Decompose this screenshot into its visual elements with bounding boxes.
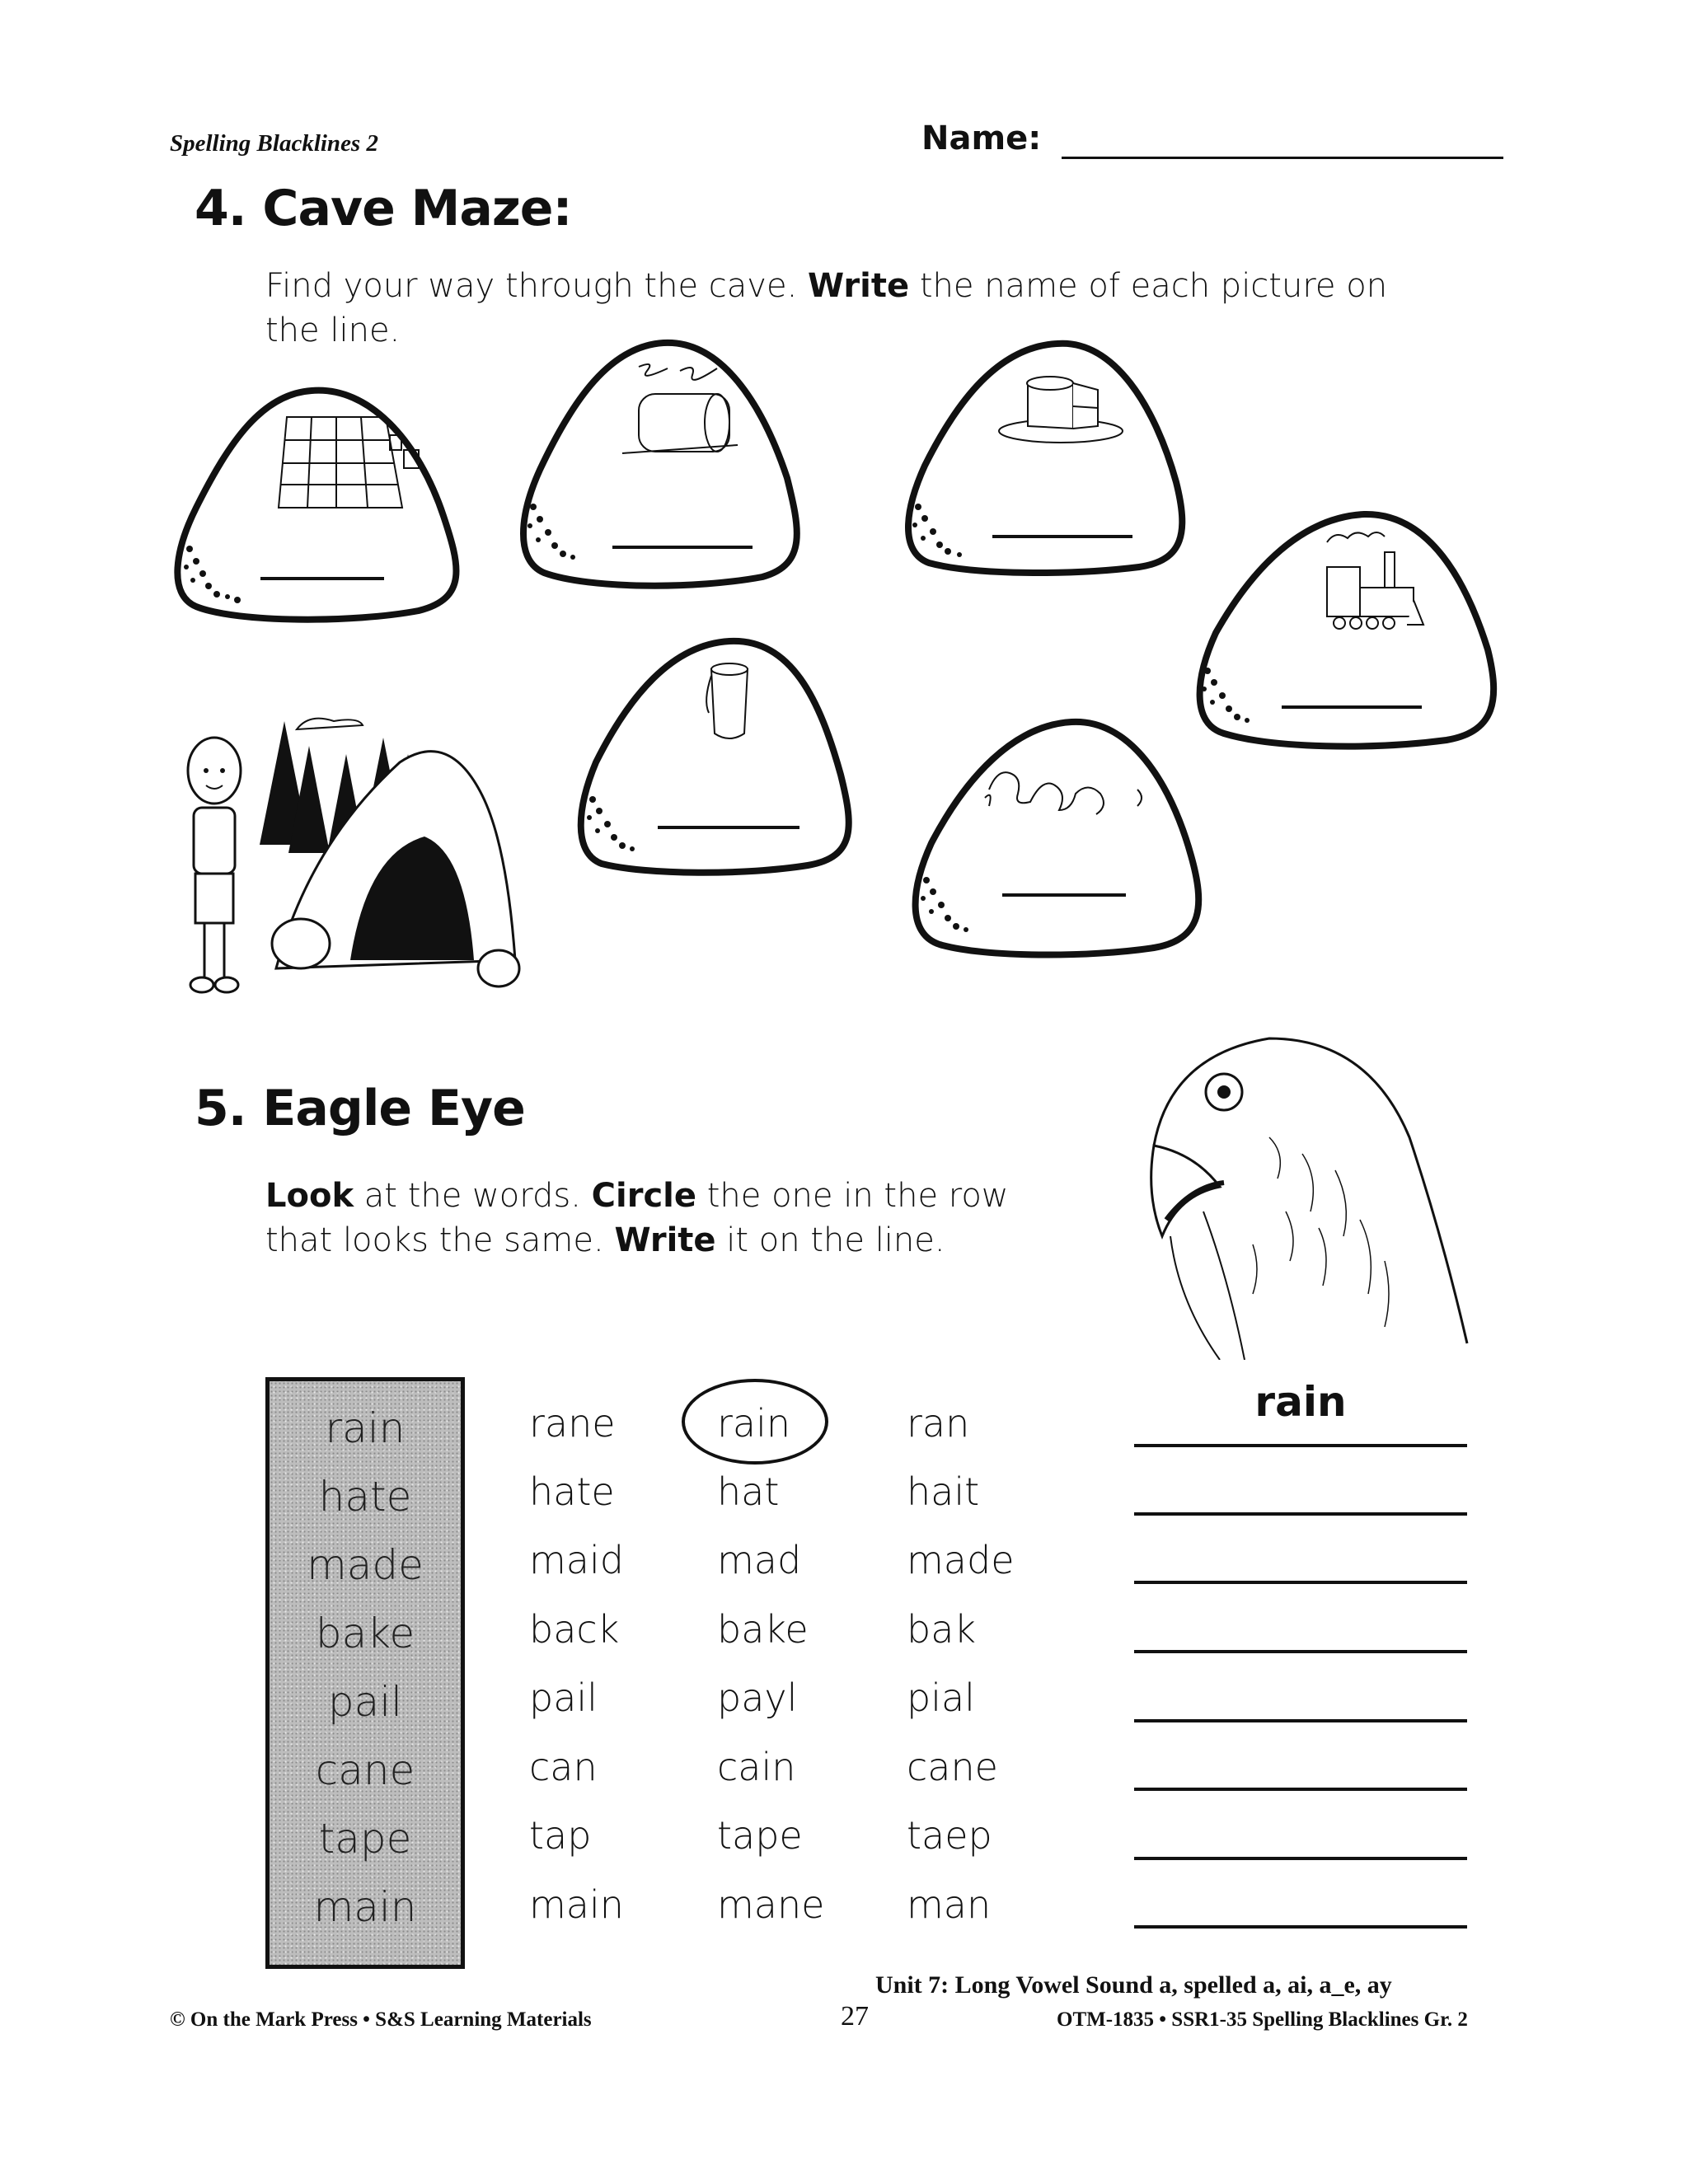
rock-outline-icon [171,384,485,623]
choice-word[interactable]: hat [717,1469,780,1514]
target-word: pail [327,1678,403,1726]
eagle-illustration [1121,1030,1484,1360]
copyright: © On the Mark Press • S&S Learning Materials [170,2008,592,2031]
choice-word[interactable]: ran [907,1401,970,1446]
answer-line[interactable] [1134,1512,1467,1516]
choice-word[interactable]: man [907,1882,992,1927]
choice-word-circled[interactable]: rain [717,1401,791,1446]
answer-line[interactable] [1134,1857,1467,1860]
target-word: hate [318,1473,412,1521]
choice-word[interactable]: made [907,1538,1015,1582]
answer-line-5[interactable] [658,826,799,829]
instr-text: the name of each picture on [919,267,1388,305]
answer-line-4[interactable] [1282,705,1422,709]
choice-word[interactable]: mad [717,1538,802,1582]
instr-bold-circle: Circle [591,1177,696,1215]
choice-word[interactable]: mane [717,1882,825,1927]
answer-line-6[interactable] [1002,893,1126,897]
choice-word[interactable]: rane [529,1401,616,1446]
rock-game-board [171,384,485,623]
section-title-eagle-eye: 5. Eagle Eye [195,1080,525,1137]
choice-word[interactable]: tap [529,1813,592,1858]
instr-text: the one in the row [706,1177,1009,1215]
unit-description: Unit 7: Long Vowel Sound a, spelled a, ai, a_e, ay [875,1971,1392,1999]
rock-outline-icon [573,635,886,882]
choice-word[interactable]: tape [717,1813,803,1858]
choice-word[interactable]: pial [907,1675,975,1720]
rock-outline-icon [900,334,1209,581]
target-word: bake [315,1610,415,1657]
choice-word[interactable]: hait [907,1469,980,1514]
rock-train [1183,509,1529,750]
answer-line[interactable] [1134,1581,1467,1584]
target-word: made [307,1541,424,1589]
answer-line[interactable] [1134,1925,1467,1929]
choice-word[interactable]: taep [907,1813,992,1858]
rock-outline-icon [515,338,832,589]
answer-line-3[interactable] [992,535,1132,538]
choice-word[interactable]: payl [717,1675,798,1720]
choice-word[interactable]: bake [717,1607,809,1652]
choice-word[interactable]: main [529,1882,624,1927]
choice-word[interactable]: hate [529,1469,615,1514]
instr-text: Find your way through the cave. [265,267,798,305]
choice-word[interactable]: cane [907,1745,998,1789]
target-word: cane [315,1746,415,1794]
rock-hay-bale [515,338,832,589]
answer-line[interactable] [1134,1719,1467,1722]
answer-line[interactable] [1134,1788,1467,1791]
section-title-cave-maze: 4. Cave Maze: [195,180,572,237]
target-word: main [313,1883,417,1931]
page-number: 27 [841,2001,869,2032]
instr-bold-look: Look [265,1177,354,1215]
rock-pail [573,635,886,882]
sample-answer: rain [1254,1378,1347,1426]
rock-outline-icon [907,715,1224,963]
answer-line[interactable] [1134,1444,1467,1447]
series-title: Spelling Blacklines 2 [170,130,378,157]
target-word: rain [325,1404,406,1452]
boy-cave-illustration [177,696,565,1018]
instr-text: that looks the same. [265,1221,604,1259]
rock-waves [907,715,1224,963]
cave-maze-instructions [265,264,1502,353]
choice-word[interactable]: pail [529,1675,598,1720]
choice-word[interactable]: back [529,1607,620,1652]
rock-cake [900,334,1209,581]
choice-word[interactable]: bak [907,1607,977,1652]
boy-cave-icon [177,696,565,1018]
product-code: OTM-1835 • SSR1-35 Spelling Blacklines Gr. 2 [1057,2008,1468,2031]
name-label: Name: [921,120,1042,157]
name-input-line[interactable] [1062,157,1503,159]
choice-word[interactable]: cain [717,1745,796,1789]
eagle-head-icon [1121,1030,1484,1360]
target-word-box [265,1377,465,1969]
instr-text: it on the line. [726,1221,945,1259]
instr-text: the line. [265,312,401,349]
target-word: tape [318,1815,412,1863]
eagle-eye-instructions [265,1174,1090,1263]
rock-outline-icon [1183,509,1529,750]
instr-text: at the words. [363,1177,581,1215]
instr-bold-write: Write [614,1221,716,1259]
choice-word[interactable]: maid [529,1538,624,1582]
answer-line-1[interactable] [260,577,384,580]
answer-line[interactable] [1134,1650,1467,1653]
choice-word[interactable]: can [529,1745,598,1789]
instr-bold-write: Write [808,267,910,305]
answer-line-2[interactable] [612,546,753,549]
